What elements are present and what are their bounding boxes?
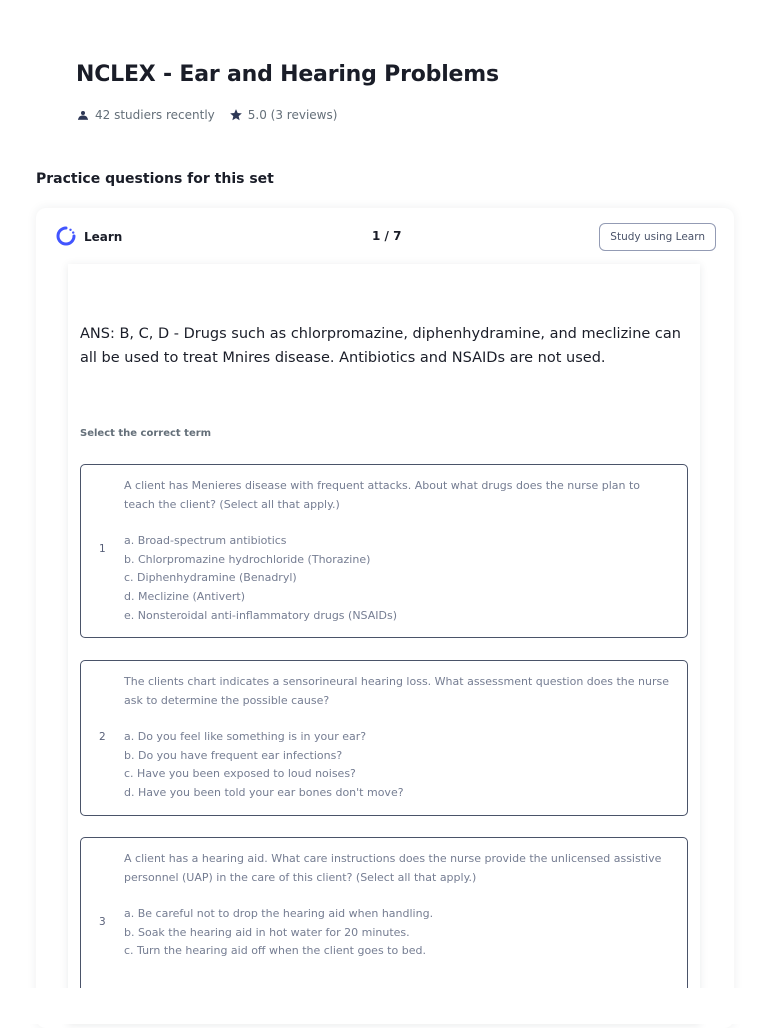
learn-bar [56, 222, 716, 252]
section-title: Practice questions for this set [36, 171, 274, 187]
question-text: A client has Menieres disease with frequent attacks. About what drugs does the nurse plan to teach the client? (Select all that apply.) [124, 479, 641, 511]
viewport-bottom-mask [0, 988, 768, 1024]
users-icon [76, 108, 90, 122]
practice-card [36, 208, 734, 1028]
question-text: A client has a hearing aid. What care instructions does the nurse provide the unlicensed assistive personnel (UAP) in the care of this client? (Select all that apply.) [124, 852, 662, 884]
option-text: a. Do you feel like something is in your ear? [124, 730, 367, 744]
option-text: e. Nonsteroidal anti-inflammatory drugs (NSAIDs) [124, 608, 397, 622]
option-text: b. Do you have frequent ear infections? [124, 748, 343, 762]
learn-label: Learn [84, 230, 123, 244]
choice-number: 2 [99, 731, 106, 743]
option-text: d. Meclizine (Antivert) [124, 589, 246, 603]
page-title: NCLEX - Ear and Hearing Problems [76, 62, 499, 87]
choice-number: 1 [99, 543, 106, 555]
option-text: a. Be careful not to drop the hearing aid when handling. [124, 907, 434, 921]
star-icon [229, 108, 243, 122]
question-text: The clients chart indicates a sensorineural hearing loss. What assessment question does the nurse ask to determine the possible cause? [124, 675, 670, 707]
rating-text[interactable]: 5.0 (3 reviews) [247, 108, 338, 122]
question-panel [68, 264, 700, 1024]
option-text: b. Soak the hearing aid in hot water for 20 minutes. [124, 925, 410, 939]
learn-mode[interactable] [56, 226, 122, 249]
study-using-learn-button[interactable]: Study using Learn [599, 223, 716, 251]
option-text: b. Chlorpromazine hydrochloride (Thorazine) [124, 552, 371, 566]
question-counter: 1 / 7 [372, 229, 402, 243]
studiers-count: 42 studiers recently [95, 108, 215, 122]
choice-card[interactable] [80, 660, 688, 816]
option-text: c. Diphenhydramine (Benadryl) [124, 571, 297, 585]
choice-card[interactable] [80, 464, 688, 638]
option-text: d. Have you been told your ear bones don't move? [124, 785, 404, 799]
option-text: a. Broad-spectrum antibiotics [124, 534, 287, 548]
answer-text: ANS: B, C, D - Drugs such as chlorpromazine, diphenhydramine, and meclizine can all be used to treat Mnires disease. Antibiotics and NSAIDs are not used. [80, 326, 681, 366]
set-meta [76, 108, 337, 122]
option-text: c. Turn the hearing aid off when the client goes to bed. [124, 944, 426, 958]
option-text: c. Have you been exposed to loud noises? [124, 767, 356, 781]
select-label: Select the correct term [80, 428, 212, 439]
choice-number: 3 [99, 916, 106, 928]
learn-icon [56, 226, 76, 249]
